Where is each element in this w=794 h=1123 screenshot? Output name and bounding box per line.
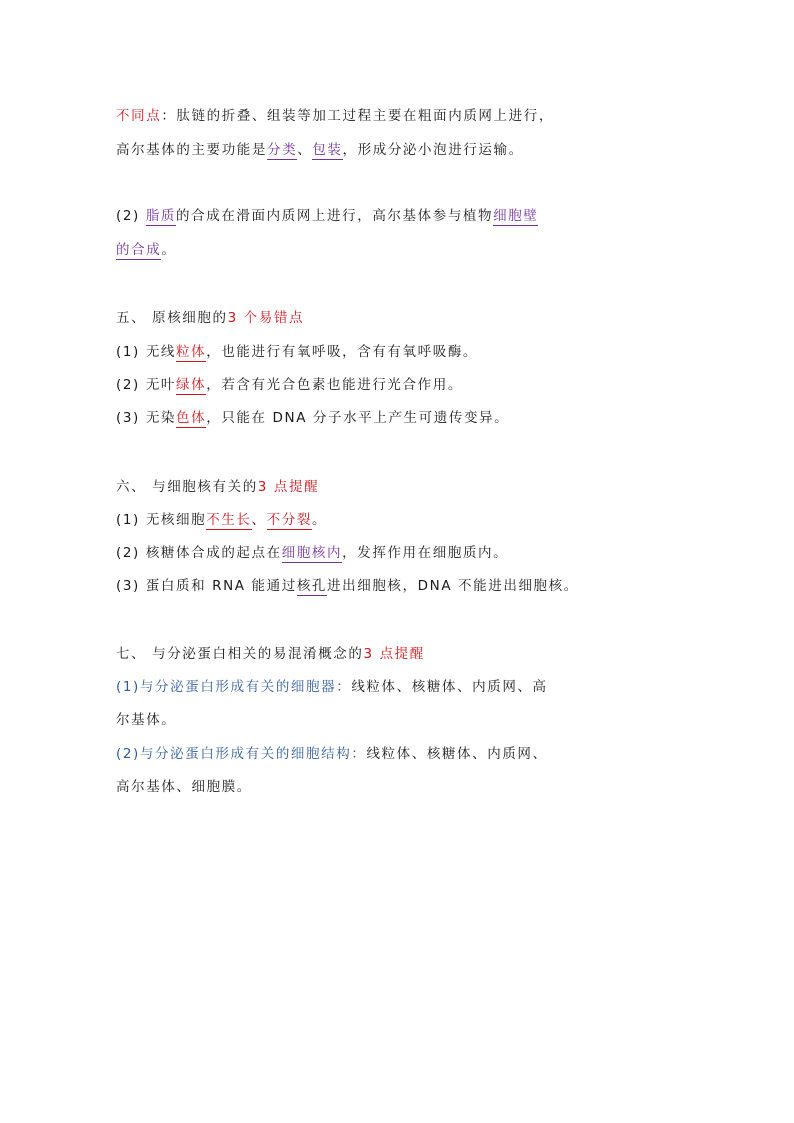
keyword-no-division: 不分裂 bbox=[266, 512, 312, 528]
section5-item-1: (1) 无线粒体，也能进行有氧呼吸，含有有氧呼吸酶。 bbox=[116, 344, 479, 360]
section5-item-3: (3) 无染色体，只能在 DNA 分子水平上产生可遗传变异。 bbox=[116, 410, 510, 426]
section7-item-1-cont: 尔基体。 bbox=[116, 712, 177, 728]
keyword-lipid: 脂质 bbox=[145, 208, 177, 224]
golgi-function-line: 高尔基体的主要功能是分类、包装，形成分泌小泡进行运输。 bbox=[116, 142, 524, 158]
keyword-no-growth: 不生长 bbox=[206, 512, 252, 528]
keyword-nuclear-pore: 核孔 bbox=[296, 578, 328, 594]
section7-heading: 七、 与分泌蛋白相关的易混淆概念的3 点提醒 bbox=[116, 646, 425, 662]
keyword-cell-wall: 细胞壁 bbox=[493, 208, 539, 224]
lipid-synthesis-line: (2) 脂质的合成在滑面内质网上进行，高尔基体参与植物细胞壁 bbox=[116, 208, 539, 224]
keyword-chromosome: 色体 bbox=[176, 410, 207, 426]
section6-item-1: (1) 无核细胞不生长、不分裂。 bbox=[116, 512, 328, 528]
keyword-packaging: 包装 bbox=[312, 142, 343, 158]
keyword-chloroplast: 绿体 bbox=[176, 377, 207, 393]
section7-item-1: (1)与分泌蛋白形成有关的细胞器：线粒体、核糖体、内质网、高 bbox=[116, 679, 548, 695]
lipid-synthesis-line-cont: 的合成。 bbox=[116, 242, 177, 258]
keyword-in-nucleus: 细胞核内 bbox=[281, 545, 343, 561]
section6-heading: 六、 与细胞核有关的3 点提醒 bbox=[116, 479, 320, 495]
section7-item-2: (2)与分泌蛋白形成有关的细胞结构：线粒体、核糖体、内质网、 bbox=[116, 746, 548, 762]
section5-item-2: (2) 无叶绿体，若含有光合色素也能进行光合作用。 bbox=[116, 377, 463, 393]
section7-item-2-cont: 高尔基体、细胞膜。 bbox=[116, 779, 252, 795]
keyword-synthesis: 的合成 bbox=[116, 242, 162, 258]
keyword-sorting: 分类 bbox=[267, 142, 298, 158]
difference-label: 不同点 bbox=[116, 108, 162, 124]
section6-item-2: (2) 核糖体合成的起点在细胞核内，发挥作用在细胞质内。 bbox=[116, 545, 509, 561]
section6-item-3: (3) 蛋白质和 RNA 能通过核孔进出细胞核，DNA 不能进出细胞核。 bbox=[116, 578, 579, 594]
difference-line: 不同点：肽链的折叠、组装等加工过程主要在粗面内质网上进行， bbox=[116, 108, 554, 124]
keyword-mitochondria: 粒体 bbox=[176, 344, 207, 360]
section5-heading: 五、 原核细胞的3 个易错点 bbox=[116, 310, 305, 326]
